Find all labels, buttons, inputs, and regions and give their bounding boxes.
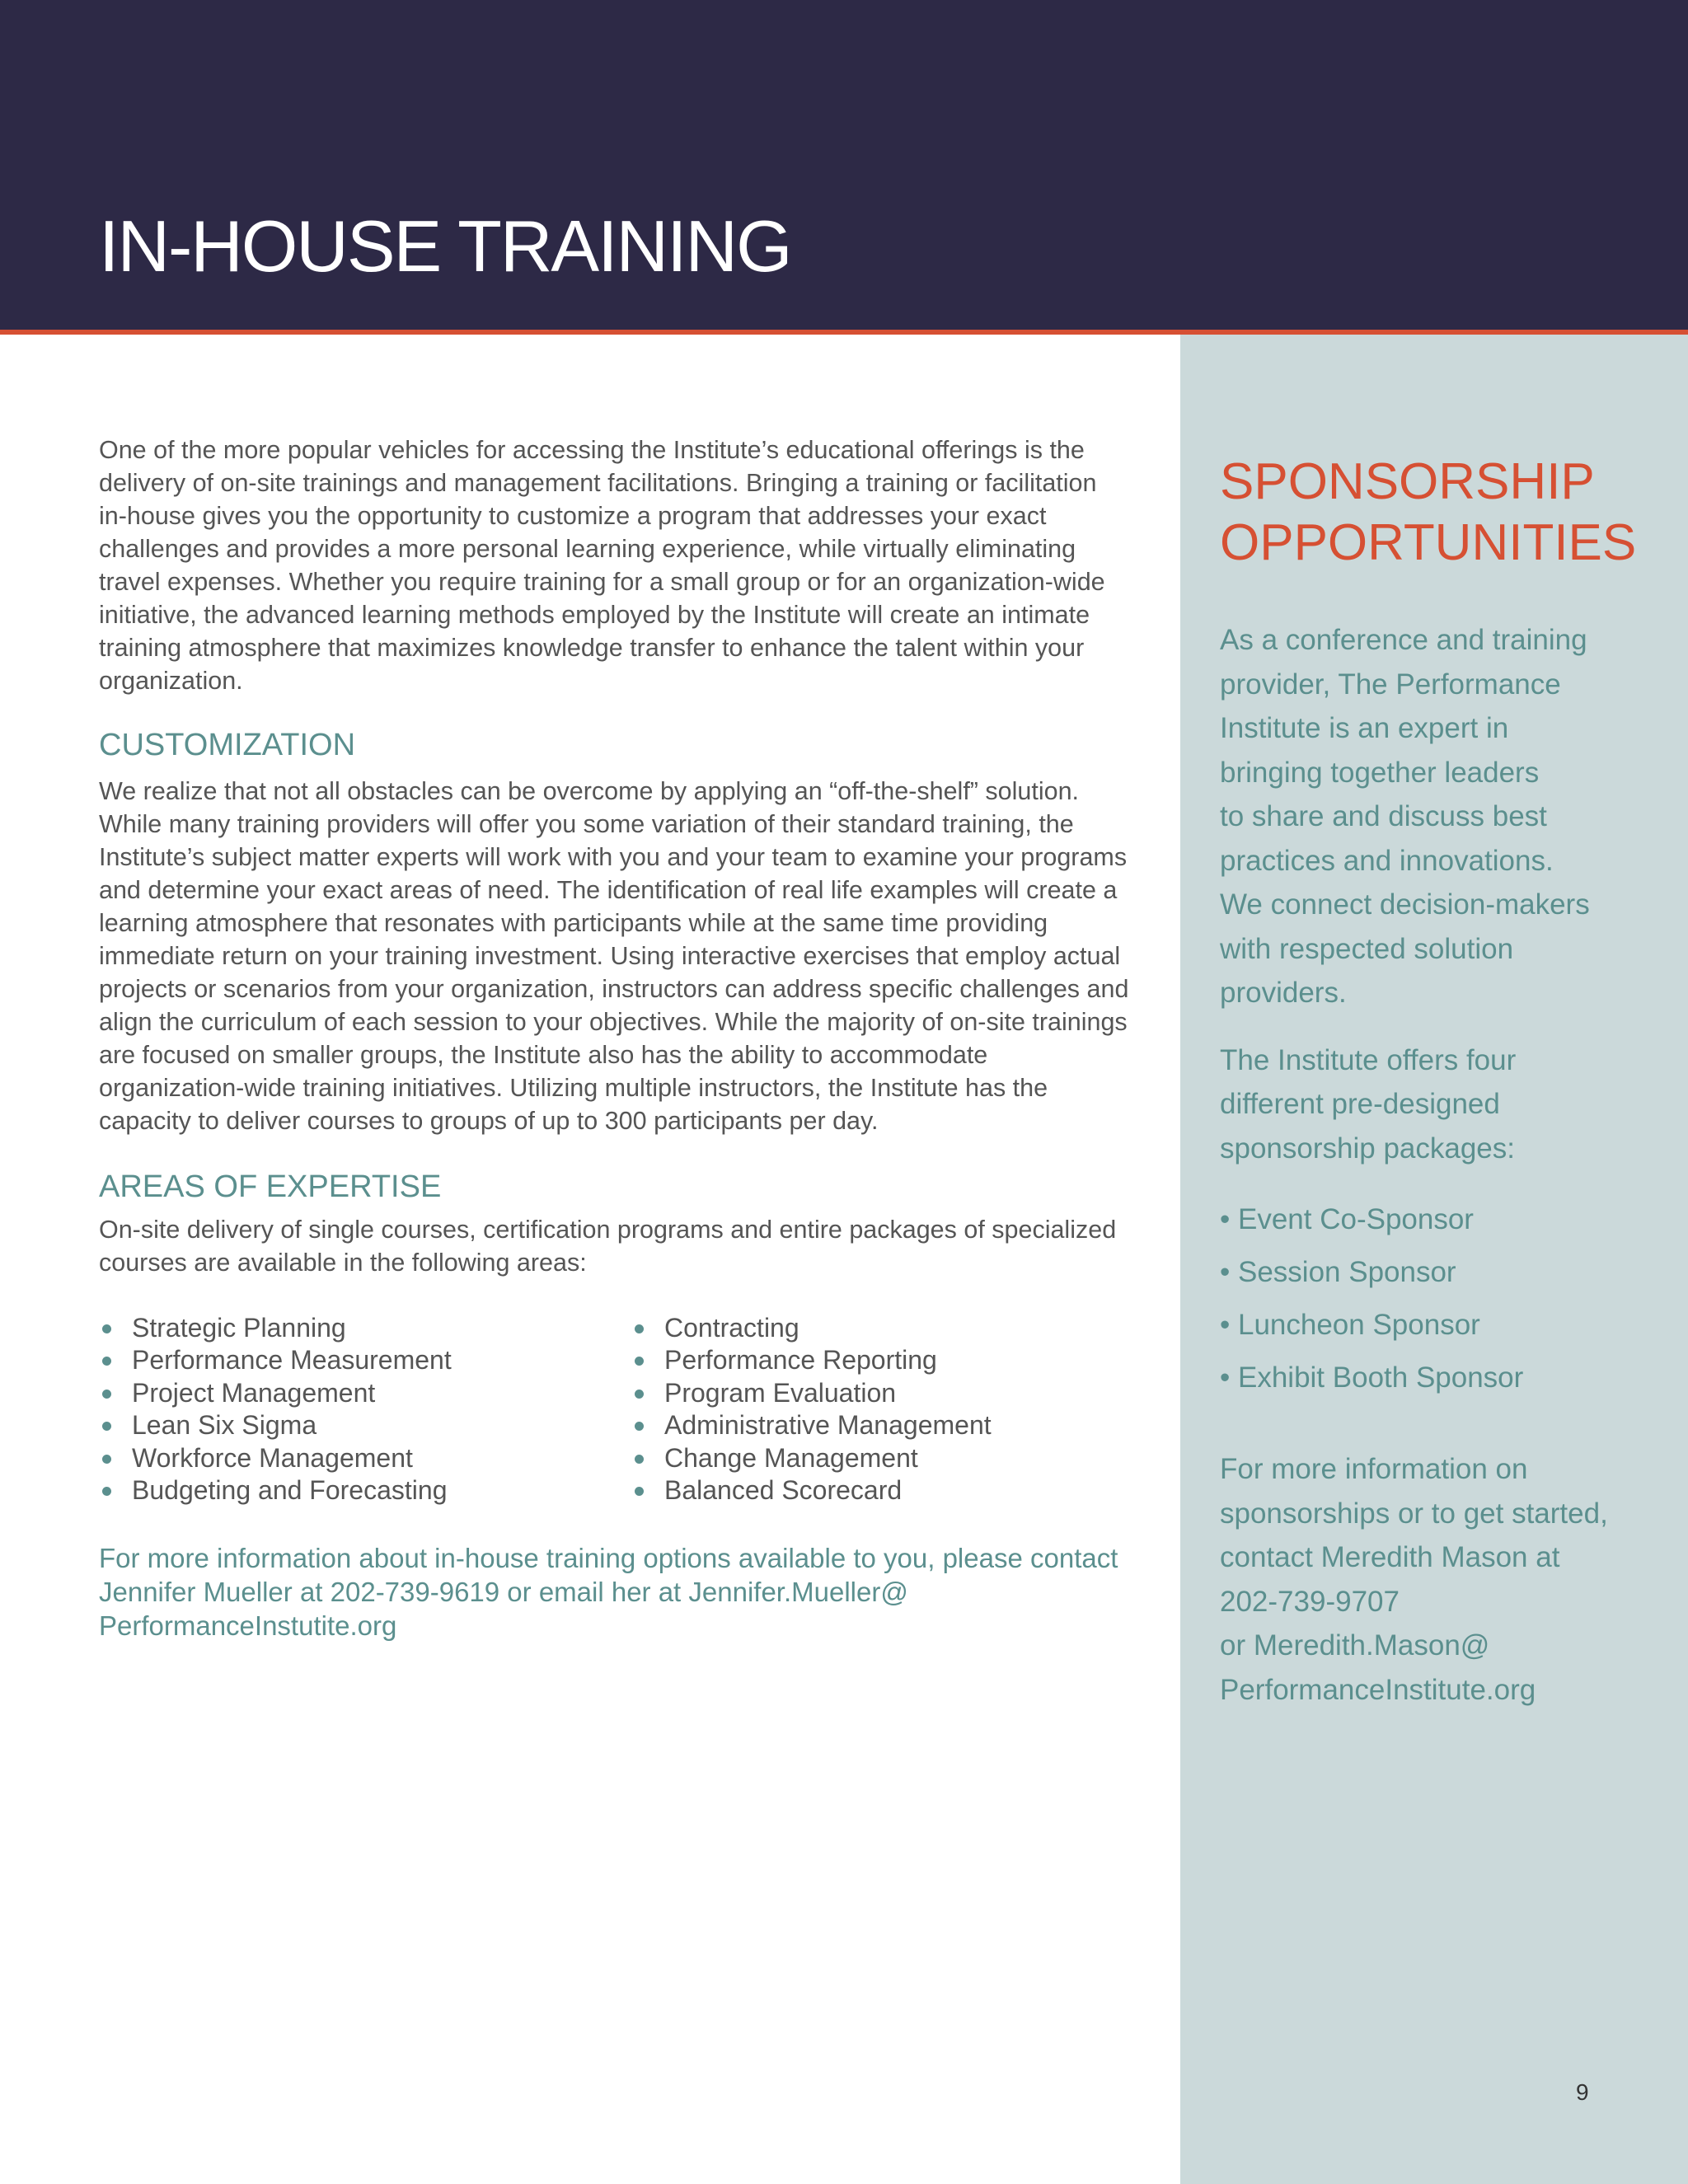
list-item-label: Change Management — [664, 1442, 918, 1473]
text-line: bringing together leaders — [1220, 756, 1540, 789]
customization-paragraph: We realize that not all obstacles can be overcome by applying an “off-the-shelf” solution. While many training providers will offer you some variation of their standard training, the Institute’s subject matter experts will work with you and your team to examine your programs and determine your exact areas of need. The identification of real life examples will create a learning atmosphere that resonates with participants while at the same time providing immediate return on your training investment. Using interactive exercises that employ actual projects or scenarios from your organization, instructors can address specific challenges and align the curriculum of each session to your objectives. While the majority of on-site trainings are focused on smaller groups, the Institute also has the ability to accommodate organization-wide training initiatives. Utilizing multiple instructors, the Institute has the capacity to deliver courses to groups of up to 300 participants per day. — [99, 777, 1129, 1135]
list-item-label: Performance Reporting — [664, 1345, 937, 1376]
list-item — [631, 1409, 992, 1441]
text-line: to share and discuss best — [1220, 800, 1547, 832]
list-item-label: Performance Measurement — [132, 1345, 452, 1376]
expertise-list — [99, 1312, 1129, 1507]
training-contact-info: For more information about in-house training options available to you, please contact Jennifer Mueller at 202-739-9619 or email her at Jennifer.Mueller@ PerformanceInstutite.org — [99, 1543, 1118, 1642]
text-line: with respected solution — [1220, 932, 1514, 965]
bullet-icon — [102, 1455, 111, 1464]
bullet-icon — [635, 1390, 644, 1399]
sponsorship-packages-list — [1220, 1193, 1665, 1404]
text-line: For more information on — [1220, 1453, 1528, 1485]
text-line: providers. — [1220, 977, 1347, 1009]
main-content — [99, 434, 1129, 1643]
header-band — [0, 0, 1688, 330]
sponsorship-body — [1220, 618, 1665, 1712]
text-line: We connect decision-makers — [1220, 888, 1590, 921]
sponsorship-heading — [1220, 452, 1636, 574]
sponsorship-heading-line-1: SPONSORSHIP — [1220, 453, 1595, 510]
list-item-label: Project Management — [132, 1377, 376, 1408]
list-item — [99, 1377, 631, 1409]
expertise-column-right — [631, 1312, 992, 1507]
list-item-label: Workforce Management — [132, 1442, 413, 1473]
bullet-icon — [102, 1357, 111, 1366]
list-item — [99, 1344, 631, 1376]
list-item — [631, 1377, 992, 1409]
list-item — [99, 1474, 631, 1507]
text-line: different pre-designed — [1220, 1088, 1500, 1120]
bullet-icon — [635, 1357, 644, 1366]
bullet-icon — [102, 1422, 111, 1431]
bullet-icon — [635, 1487, 644, 1496]
text-line: contact Meredith Mason at — [1220, 1541, 1560, 1573]
sponsorship-packages-intro — [1220, 1038, 1665, 1171]
list-item-label: Contracting — [664, 1313, 799, 1343]
areas-heading: AREAS OF EXPERTISE — [99, 1169, 442, 1204]
list-item — [99, 1312, 631, 1344]
list-item: • Luncheon Sponsor — [1220, 1309, 1480, 1341]
list-item — [631, 1312, 992, 1344]
list-item-label: Budgeting and Forecasting — [132, 1475, 448, 1506]
list-item-label: Program Evaluation — [664, 1377, 897, 1408]
text-line: practices and innovations. — [1220, 844, 1554, 877]
text-line: PerformanceInstitute.org — [1220, 1673, 1536, 1706]
areas-paragraph: On-site delivery of single courses, certification programs and entire packages of specialized courses are available in the following areas: — [99, 1216, 1117, 1277]
page-number: 9 — [1576, 2079, 1589, 2105]
sponsorship-intro — [1220, 618, 1665, 1015]
sponsorship-contact-info — [1220, 1447, 1665, 1712]
list-item — [631, 1474, 992, 1507]
list-item-label: Strategic Planning — [132, 1313, 346, 1343]
text-line: sponsorship packages: — [1220, 1132, 1515, 1165]
list-item — [99, 1442, 631, 1474]
text-line: 202-739-9707 — [1220, 1585, 1400, 1618]
bullet-icon — [102, 1487, 111, 1496]
list-item: • Session Sponsor — [1220, 1256, 1456, 1288]
text-line: Institute is an expert in — [1220, 712, 1509, 744]
bullet-icon — [102, 1390, 111, 1399]
list-item — [99, 1409, 631, 1441]
page-title: IN-HOUSE TRAINING — [99, 205, 791, 287]
bullet-icon — [102, 1324, 111, 1333]
intro-paragraph: One of the more popular vehicles for accessing the Institute’s educational offerings is the delivery of on-site trainings and management facilitations. Bringing a training or facilitation in-house gives you the opportunity to customize a program that addresses your exact challenges and provides a more personal learning experience, while virtually eliminating travel expenses. Whether you require training for a small group or for an organization-wide initiative, the advanced learning methods employed by the Institute will create an intimate training atmosphere that maximizes knowledge transfer to enhance the talent within your organization. — [99, 436, 1105, 695]
expertise-column-left — [99, 1312, 631, 1507]
list-item: • Event Co-Sponsor — [1220, 1203, 1474, 1235]
text-line: The Institute offers four — [1220, 1043, 1517, 1076]
list-item-label: Administrative Management — [664, 1410, 992, 1441]
list-item-label: Balanced Scorecard — [664, 1475, 903, 1506]
sponsorship-heading-line-2: OPPORTUNITIES — [1220, 514, 1637, 571]
text-line: sponsorships or to get started, — [1220, 1497, 1608, 1530]
text-line: provider, The Performance — [1220, 668, 1561, 701]
list-item — [631, 1442, 992, 1474]
bullet-icon — [635, 1324, 644, 1333]
list-item: • Exhibit Booth Sponsor — [1220, 1361, 1524, 1394]
list-item — [631, 1344, 992, 1376]
bullet-icon — [635, 1422, 644, 1431]
bullet-icon — [635, 1455, 644, 1464]
text-line: As a conference and training — [1220, 624, 1587, 656]
text-line: or Meredith.Mason@ — [1220, 1629, 1490, 1661]
list-item-label: Lean Six Sigma — [132, 1410, 317, 1441]
customization-heading: CUSTOMIZATION — [99, 728, 356, 762]
